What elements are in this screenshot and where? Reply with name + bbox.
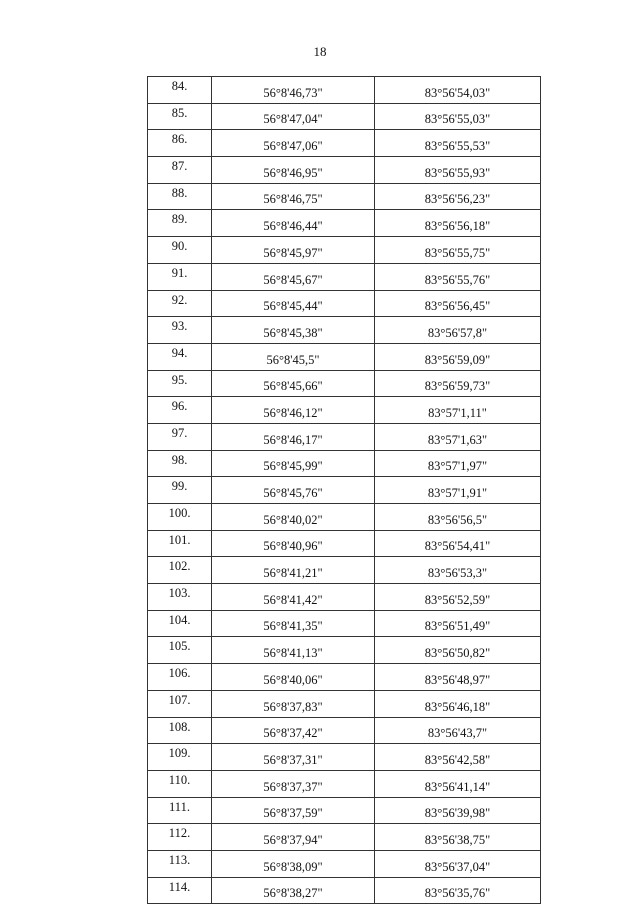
table-row [148, 744, 541, 771]
longitude-cell: 83°56'56,5" [375, 504, 541, 531]
point-number-cell: 109. [148, 744, 212, 771]
longitude-cell: 83°56'54,03" [375, 77, 541, 104]
table-row [148, 584, 541, 611]
point-number-cell: 93. [148, 317, 212, 344]
longitude-cell: 83°56'37,04" [375, 850, 541, 877]
table-row [148, 77, 541, 104]
table-row [148, 157, 541, 184]
latitude-cell: 56°8'46,12" [212, 397, 375, 424]
latitude-cell: 56°8'41,13" [212, 637, 375, 664]
point-number-cell: 108. [148, 717, 212, 744]
latitude-cell: 56°8'46,17" [212, 423, 375, 450]
point-number-cell: 113. [148, 850, 212, 877]
point-number-cell: 114. [148, 877, 212, 904]
latitude-cell: 56°8'37,59" [212, 797, 375, 824]
latitude-cell: 56°8'45,67" [212, 263, 375, 290]
point-number-cell: 92. [148, 290, 212, 317]
longitude-cell: 83°56'55,03" [375, 103, 541, 130]
point-number-cell: 99. [148, 477, 212, 504]
latitude-cell: 56°8'41,21" [212, 557, 375, 584]
longitude-cell: 83°56'55,75" [375, 237, 541, 264]
latitude-cell: 56°8'45,66" [212, 370, 375, 397]
longitude-cell: 83°56'53,3" [375, 557, 541, 584]
table-row [148, 397, 541, 424]
point-number-cell: 105. [148, 637, 212, 664]
longitude-cell: 83°56'59,09" [375, 343, 541, 370]
longitude-cell: 83°56'56,23" [375, 183, 541, 210]
longitude-cell: 83°56'48,97" [375, 664, 541, 691]
longitude-cell: 83°56'56,45" [375, 290, 541, 317]
table-row [148, 290, 541, 317]
longitude-cell: 83°56'39,98" [375, 797, 541, 824]
latitude-cell: 56°8'46,75" [212, 183, 375, 210]
latitude-cell: 56°8'38,09" [212, 850, 375, 877]
table-row [148, 103, 541, 130]
table-row [148, 210, 541, 237]
longitude-cell: 83°56'57,8" [375, 317, 541, 344]
table-row [148, 824, 541, 851]
point-number-cell: 98. [148, 450, 212, 477]
longitude-cell: 83°57'1,11" [375, 397, 541, 424]
table-row [148, 770, 541, 797]
point-number-cell: 85. [148, 103, 212, 130]
point-number-cell: 86. [148, 130, 212, 157]
table-row [148, 343, 541, 370]
latitude-cell: 56°8'47,04" [212, 103, 375, 130]
longitude-cell: 83°56'55,93" [375, 157, 541, 184]
latitude-cell: 56°8'41,42" [212, 584, 375, 611]
table-row [148, 530, 541, 557]
point-number-cell: 87. [148, 157, 212, 184]
longitude-cell: 83°56'35,76" [375, 877, 541, 904]
point-number-cell: 111. [148, 797, 212, 824]
latitude-cell: 56°8'45,5" [212, 343, 375, 370]
longitude-cell: 83°56'50,82" [375, 637, 541, 664]
table-row [148, 610, 541, 637]
longitude-cell: 83°56'42,58" [375, 744, 541, 771]
latitude-cell: 56°8'47,06" [212, 130, 375, 157]
longitude-cell: 83°57'1,91" [375, 477, 541, 504]
latitude-cell: 56°8'37,42" [212, 717, 375, 744]
latitude-cell: 56°8'45,44" [212, 290, 375, 317]
longitude-cell: 83°56'46,18" [375, 690, 541, 717]
point-number-cell: 96. [148, 397, 212, 424]
latitude-cell: 56°8'37,83" [212, 690, 375, 717]
point-number-cell: 101. [148, 530, 212, 557]
table-row [148, 504, 541, 531]
longitude-cell: 83°56'41,14" [375, 770, 541, 797]
coordinates-table-body [148, 77, 541, 904]
table-row [148, 557, 541, 584]
point-number-cell: 103. [148, 584, 212, 611]
longitude-cell: 83°56'55,53" [375, 130, 541, 157]
latitude-cell: 56°8'45,38" [212, 317, 375, 344]
point-number-cell: 95. [148, 370, 212, 397]
table-row [148, 877, 541, 904]
table-row [148, 317, 541, 344]
latitude-cell: 56°8'46,95" [212, 157, 375, 184]
point-number-cell: 104. [148, 610, 212, 637]
table-row [148, 130, 541, 157]
table-row [148, 477, 541, 504]
point-number-cell: 91. [148, 263, 212, 290]
table-row [148, 450, 541, 477]
longitude-cell: 83°57'1,97" [375, 450, 541, 477]
longitude-cell: 83°56'59,73" [375, 370, 541, 397]
point-number-cell: 94. [148, 343, 212, 370]
latitude-cell: 56°8'37,31" [212, 744, 375, 771]
latitude-cell: 56°8'37,37" [212, 770, 375, 797]
table-row [148, 637, 541, 664]
point-number-cell: 84. [148, 77, 212, 104]
longitude-cell: 83°56'51,49" [375, 610, 541, 637]
latitude-cell: 56°8'38,27" [212, 877, 375, 904]
point-number-cell: 112. [148, 824, 212, 851]
latitude-cell: 56°8'45,99" [212, 450, 375, 477]
point-number-cell: 90. [148, 237, 212, 264]
table-row [148, 370, 541, 397]
latitude-cell: 56°8'46,44" [212, 210, 375, 237]
point-number-cell: 88. [148, 183, 212, 210]
longitude-cell: 83°56'54,41" [375, 530, 541, 557]
longitude-cell: 83°56'56,18" [375, 210, 541, 237]
longitude-cell: 83°56'55,76" [375, 263, 541, 290]
table-row [148, 850, 541, 877]
point-number-cell: 110. [148, 770, 212, 797]
coordinates-table [147, 76, 541, 904]
latitude-cell: 56°8'45,97" [212, 237, 375, 264]
table-row [148, 237, 541, 264]
point-number-cell: 106. [148, 664, 212, 691]
table-row [148, 690, 541, 717]
latitude-cell: 56°8'40,02" [212, 504, 375, 531]
point-number-cell: 102. [148, 557, 212, 584]
table-row [148, 423, 541, 450]
table-row [148, 664, 541, 691]
table-row [148, 717, 541, 744]
longitude-cell: 83°57'1,63" [375, 423, 541, 450]
point-number-cell: 100. [148, 504, 212, 531]
table-row [148, 797, 541, 824]
longitude-cell: 83°56'38,75" [375, 824, 541, 851]
page-number: 18 [313, 44, 327, 59]
latitude-cell: 56°8'41,35" [212, 610, 375, 637]
point-number-cell: 97. [148, 423, 212, 450]
latitude-cell: 56°8'46,73" [212, 77, 375, 104]
longitude-cell: 83°56'43,7" [375, 717, 541, 744]
latitude-cell: 56°8'45,76" [212, 477, 375, 504]
table-row [148, 263, 541, 290]
table-row [148, 183, 541, 210]
latitude-cell: 56°8'40,96" [212, 530, 375, 557]
longitude-cell: 83°56'52,59" [375, 584, 541, 611]
point-number-cell: 89. [148, 210, 212, 237]
point-number-cell: 107. [148, 690, 212, 717]
latitude-cell: 56°8'37,94" [212, 824, 375, 851]
latitude-cell: 56°8'40,06" [212, 664, 375, 691]
